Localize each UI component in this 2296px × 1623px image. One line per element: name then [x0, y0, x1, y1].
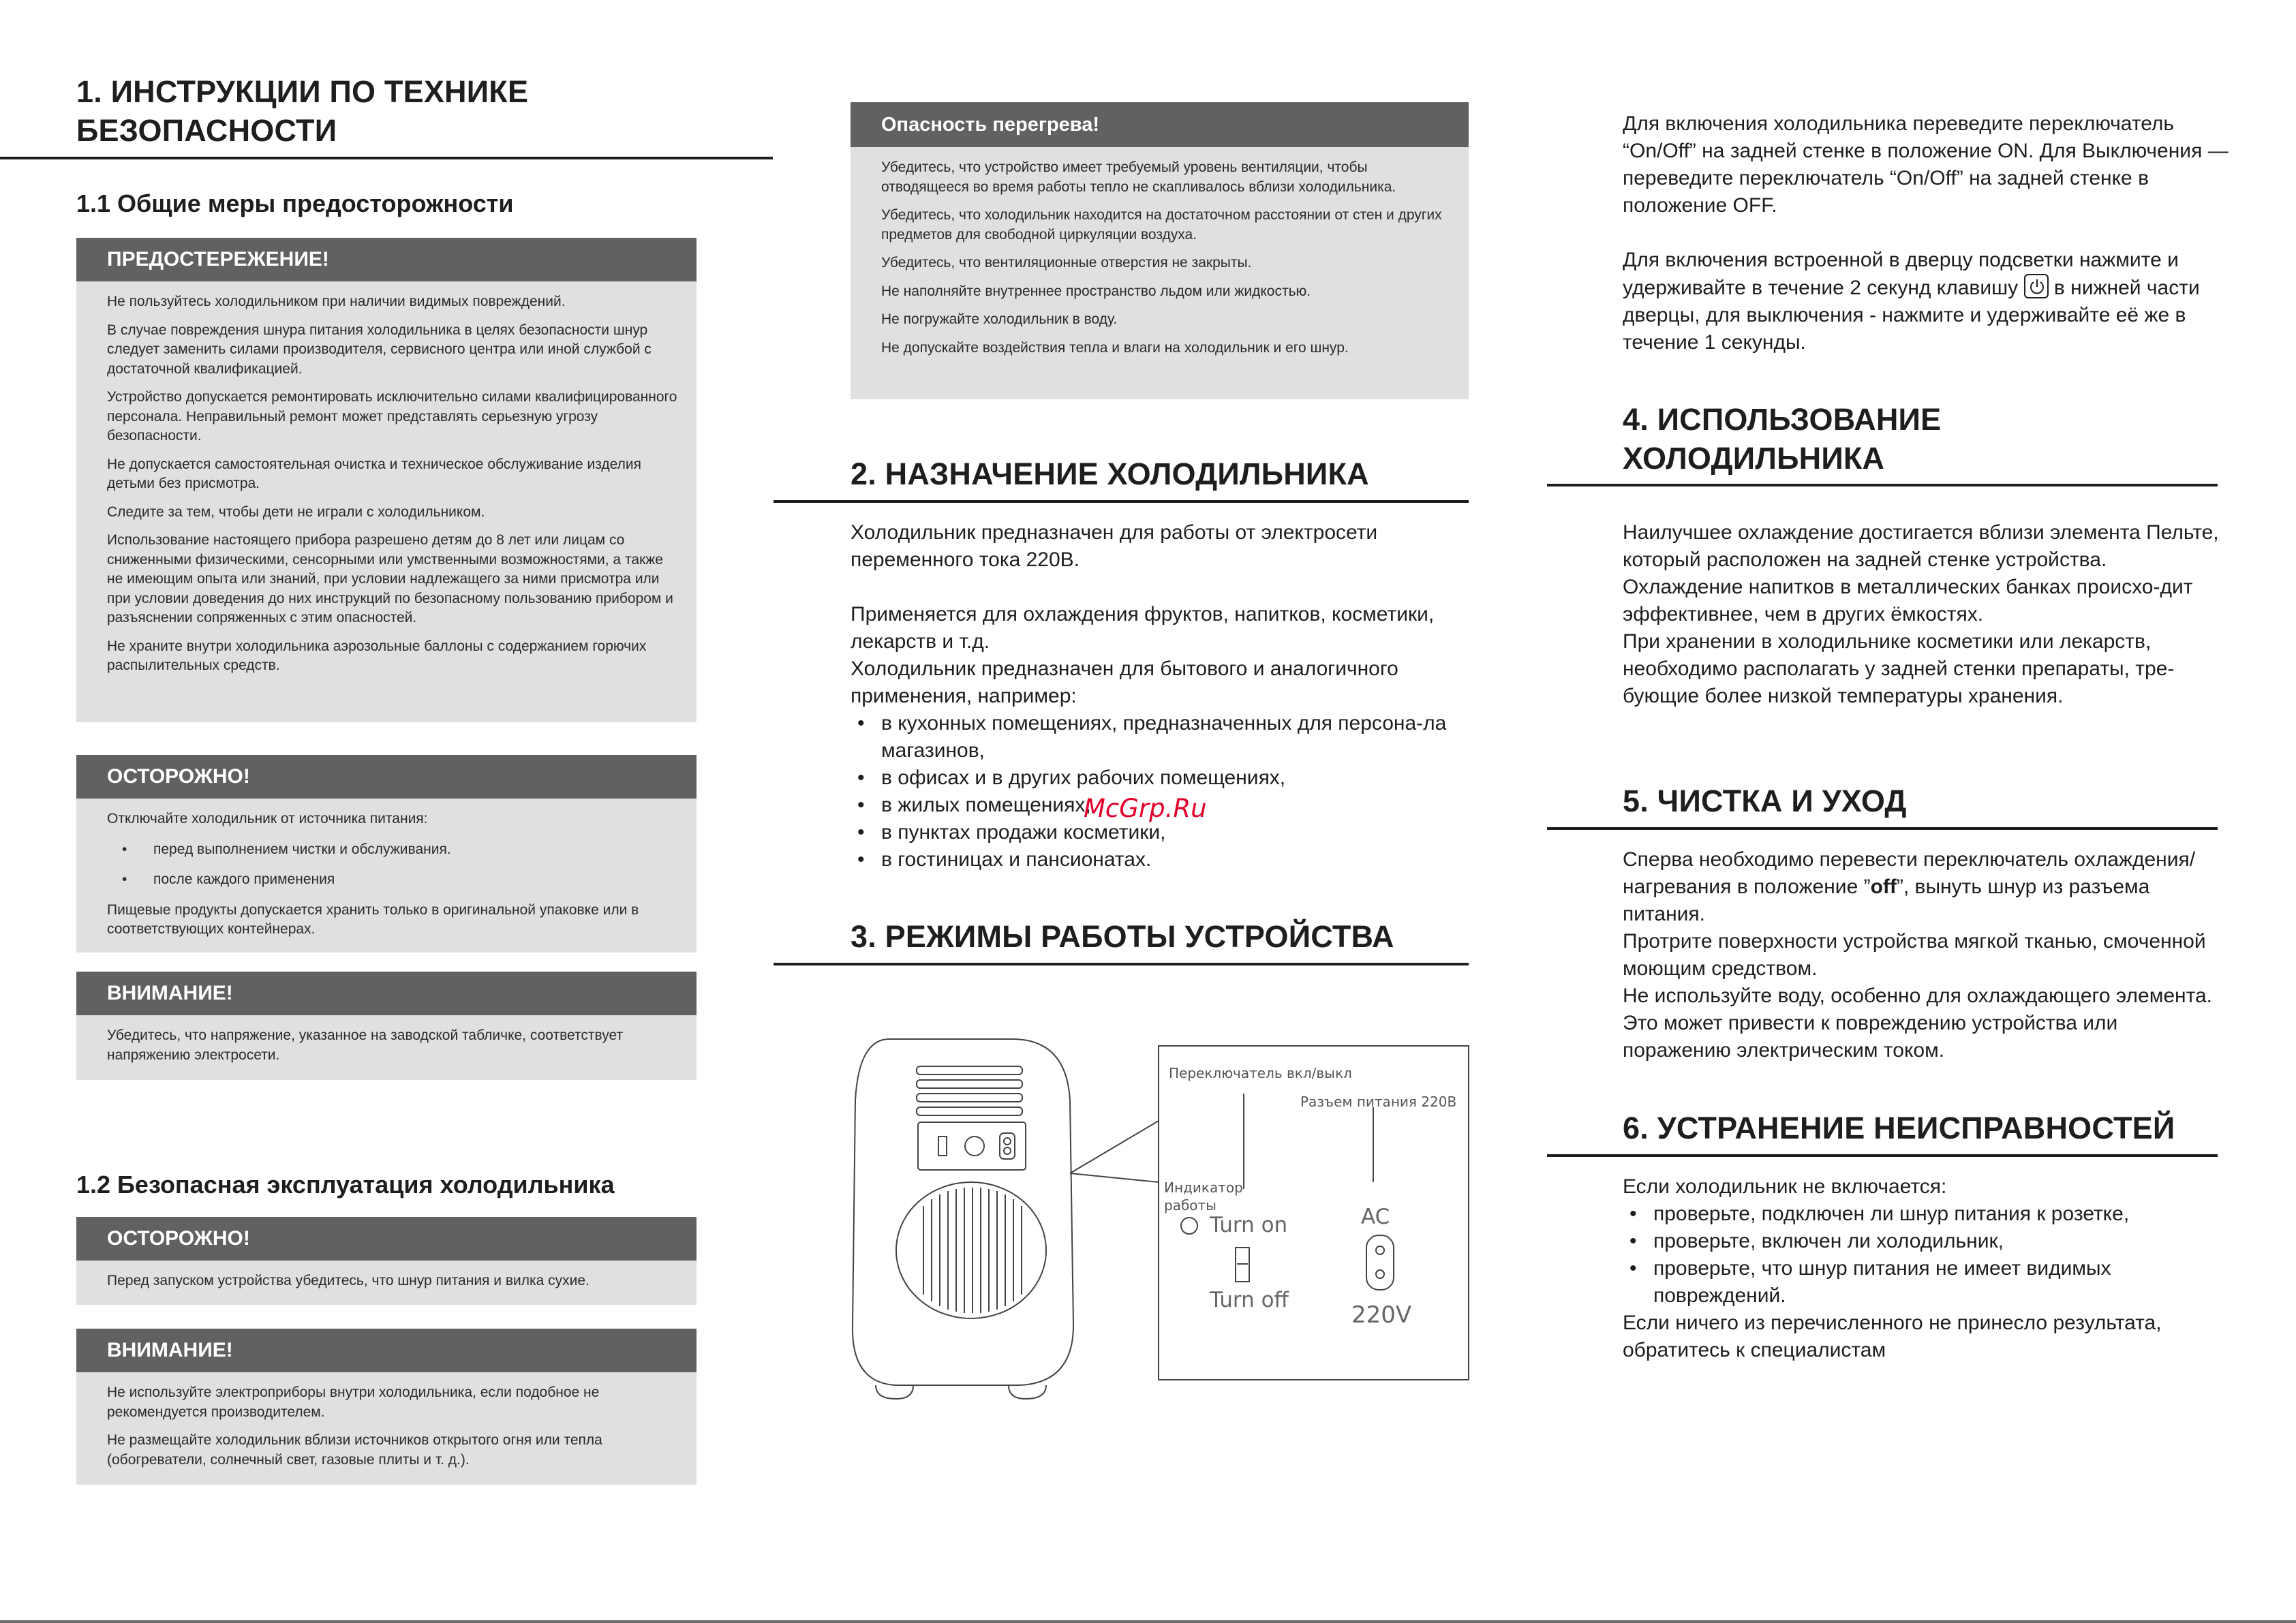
list-item: • проверьте, подключен ли шнур питания к розетке,: [1623, 1201, 2229, 1228]
list-item: • проверьте, включен ли холодильник,: [1623, 1228, 2229, 1255]
section-2-title: 2. НАЗНАЧЕНИЕ ХОЛОДИЛЬНИКА: [851, 457, 1369, 491]
warning-item: Устройство допускается ремонтировать исключительно силами квалифицированного персонала. Неправильный ремонт может представлять серьезную угрозу безопасности.: [107, 389, 677, 444]
overheat-item: Не допускайте воздействия тепла и влаги на холодильник и его шнур.: [881, 339, 1349, 356]
warning-item: Не пользуйтесь холодильником при наличии видимых повреждений.: [107, 294, 566, 309]
power-button-icon: [2024, 274, 2049, 298]
section-6-rule: [1547, 1154, 2218, 1157]
troubleshooting-list: [1623, 1201, 2229, 1310]
warning-item: Отключайте холодильник от источника питания:: [107, 811, 428, 826]
paragraph: Наилучшее охлаждение достигается вблизи элемента Пельте, который расположен на задней стенке устройства.: [1623, 521, 2219, 571]
section-2-rule: [774, 500, 1469, 503]
warning-body-caution: [76, 281, 697, 722]
warning-body-attention: [76, 1015, 697, 1080]
paragraph: Если ничего из перечисленного не принесло результата, обратитесь к специалистам: [1623, 1312, 2162, 1361]
paragraph: Протрите поверхности устройства мягкой тканью, смоченной моющим средством.: [1623, 930, 2206, 980]
warning-item: В случае повреждения шнура питания холодильника в целях безопасности шнур следует заменить силами производителя, сервисного центра или иной службой с достаточной квалификацией.: [107, 322, 652, 377]
paragraph: Холодильник предназначен для работы от электросети переменного тока 220В.: [851, 521, 1378, 571]
warning-body-careful-2: [76, 1261, 697, 1305]
subsection-1-2-title: 1.2 Безопасная эксплуатация холодильника: [76, 1171, 615, 1199]
paragraph: Сперва необходимо перевести переключатель охлаждения/нагревания в положение ”off”, вынуть шнур из разъема питания.: [1623, 848, 2196, 925]
paragraph: Для включения встроенной в дверцу подсветки нажмите и удерживайте в течение 2 секунд клавишу в нижней части дверцы, для выключения - нажмите и удерживайте её же в течение 1 секунды.: [1623, 249, 2200, 354]
warning-header-caution: ПРЕДОСТЕРЕЖЕНИЕ!: [76, 238, 697, 281]
overheat-header: Опасность перегрева!: [851, 102, 1469, 147]
warning-item: Не размещайте холодильник вблизи источников открытого огня или тепла (обогреватели, солнечный свет, газовые плиты и т. д.).: [107, 1432, 602, 1468]
overheat-item: Убедитесь, что вентиляционные отверстия не закрыты.: [881, 255, 1252, 270]
page-bottom-rule: [0, 1620, 2296, 1623]
turn-off-label: Turn off: [1210, 1288, 1289, 1312]
list-item: • в гостиницах и пансионатах.: [851, 846, 1469, 874]
paragraph: При хранении в холодильнике косметики или лекарств, необходимо располагать у задней стенки препараты, тре-бующие более низкой температуры хранения.: [1623, 630, 2175, 707]
warning-item: Следите за тем, чтобы дети не играли с холодильником.: [107, 504, 485, 520]
paragraph: Для включения холодильника переведите переключатель “On/Off” на задней стенке в положение ON. Для Выключения — переведите переключатель “On/Off” на задней стенке в положение OFF.: [1623, 112, 2229, 217]
section-5-title: 5. ЧИСТКА И УХОД: [1623, 784, 1907, 818]
paragraph: Если холодильник не включается:: [1623, 1175, 1947, 1198]
turn-on-label: Turn on: [1210, 1213, 1288, 1237]
section-1-rule: [0, 157, 773, 159]
section-4-body: [1623, 519, 2229, 710]
subsection-1-1-title: 1.1 Общие меры предосторожности: [76, 189, 514, 217]
overheat-item: Не наполняйте внутреннее пространство льдом или жидкостью.: [881, 283, 1311, 299]
list-item: • проверьте, что шнур питания не имеет видимых повреждений.: [1623, 1255, 2229, 1310]
overheat-item: Не погружайте холодильник в воду.: [881, 311, 1118, 327]
warning-body-attention-2: [76, 1372, 697, 1485]
warning-bullet: • перед выполнением чистки и обслуживания.: [107, 840, 677, 860]
fridge-back-diagram: [848, 1025, 1475, 1407]
warning-item: Не храните внутри холодильника аэрозольные баллоны с содержанием горючих распылительных средств.: [107, 638, 647, 673]
section-5-rule: [1547, 827, 2218, 830]
paragraph: Охлаждение напитков в металлических банках происхо-дит эффективнее, чем в других ёмкостях.: [1623, 576, 2193, 625]
warning-item: Не допускается самостоятельная очистка и техническое обслуживание изделия детьми без присмотра.: [107, 456, 641, 491]
warning-bullet: • после каждого применения: [107, 870, 677, 890]
warning-item: Пищевые продукты допускается хранить только в оригинальной упаковке или в соответствующих контейнерах.: [107, 901, 639, 937]
section-5-body: [1623, 846, 2229, 1064]
paragraph: Холодильник предназначен для бытового и аналогичного применения, например:: [851, 658, 1398, 707]
warning-item: Убедитесь, что напряжение, указанное на заводской табличке, соответствует напряжению электросети.: [107, 1027, 624, 1063]
section-6-body: [1623, 1173, 2229, 1364]
section-6-title: 6. УСТРАНЕНИЕ НЕИСПРАВНОСТЕЙ: [1623, 1111, 2175, 1145]
paragraph: Не используйте воду, особенно для охлаждающего элемента. Это может привести к повреждению устройства или поражению электрическим током.: [1623, 985, 2212, 1062]
list-item: • в жилых помещениях,: [851, 792, 1469, 819]
warning-item: Использование настоящего прибора разрешено детям до 8 лет или лицам со сниженными физическими, сенсорными или умственными возможностями, а также не имеющим опыта или знаний, при условии надлежащего за ними присмотра или при условии доведения до них инструкций по безопасному пользованию прибором и разъяснении сопряженных с этим опасностей.: [107, 532, 673, 625]
indicator-label: Индикатор работы: [1164, 1179, 1243, 1214]
warning-item: Перед запуском устройства убедитесь, что шнур питания и вилка сухие.: [107, 1273, 590, 1288]
socket-label: Разъем питания 220В: [1300, 1094, 1457, 1110]
warning-body-careful: [76, 799, 697, 953]
paragraph: Применяется для охлаждения фруктов, напитков, косметики, лекарств и т.д.: [851, 603, 1435, 653]
list-item: • в пунктах продажи косметики,: [851, 819, 1469, 846]
warning-header-attention: ВНИМАНИЕ!: [76, 972, 697, 1015]
warning-header-careful: ОСТОРОЖНО!: [76, 755, 697, 799]
voltage-label: 220V: [1351, 1301, 1412, 1329]
warning-header-careful-2: ОСТОРОЖНО!: [76, 1217, 697, 1261]
power-instructions: [1623, 110, 2229, 356]
overheat-item: Убедитесь, что холодильник находится на достаточном расстоянии от стен и других предметов для свободной циркуляции воздуха.: [881, 207, 1442, 243]
list-item: • в офисах и в других рабочих помещениях,: [851, 764, 1469, 792]
section-4-title: 4. ИСПОЛЬЗОВАНИЕ ХОЛОДИЛЬНИКА: [1623, 402, 1942, 476]
list-item: • в кухонных помещениях, предназначенных для персона-ла магазинов,: [851, 710, 1469, 764]
overheat-body: [851, 147, 1469, 399]
power-icon: [2027, 277, 2047, 296]
ac-label: AC: [1361, 1205, 1390, 1229]
section-1-title: 1. ИНСТРУКЦИИ ПО ТЕХНИКЕ БЕЗОПАСНОСТИ: [76, 74, 529, 148]
overheat-item: Убедитесь, что устройство имеет требуемый уровень вентиляции, чтобы отводящееся во время работы тепло не скапливалось вблизи холодильника.: [881, 159, 1396, 195]
section-3-rule: [774, 963, 1469, 965]
warning-bullet-list: [107, 840, 677, 890]
switch-label: Переключатель вкл/выкл: [1169, 1065, 1352, 1081]
section-4-rule: [1547, 484, 2218, 486]
warning-item: Не используйте электроприборы внутри холодильника, если подобное не рекомендуется производителем.: [107, 1385, 600, 1420]
section-3-title: 3. РЕЖИМЫ РАБОТЫ УСТРОЙСТВА: [851, 919, 1394, 954]
warning-header-attention-2: ВНИМАНИЕ!: [76, 1329, 697, 1372]
usage-list: [851, 710, 1469, 874]
watermark: McGrp.Ru: [1084, 794, 1207, 823]
